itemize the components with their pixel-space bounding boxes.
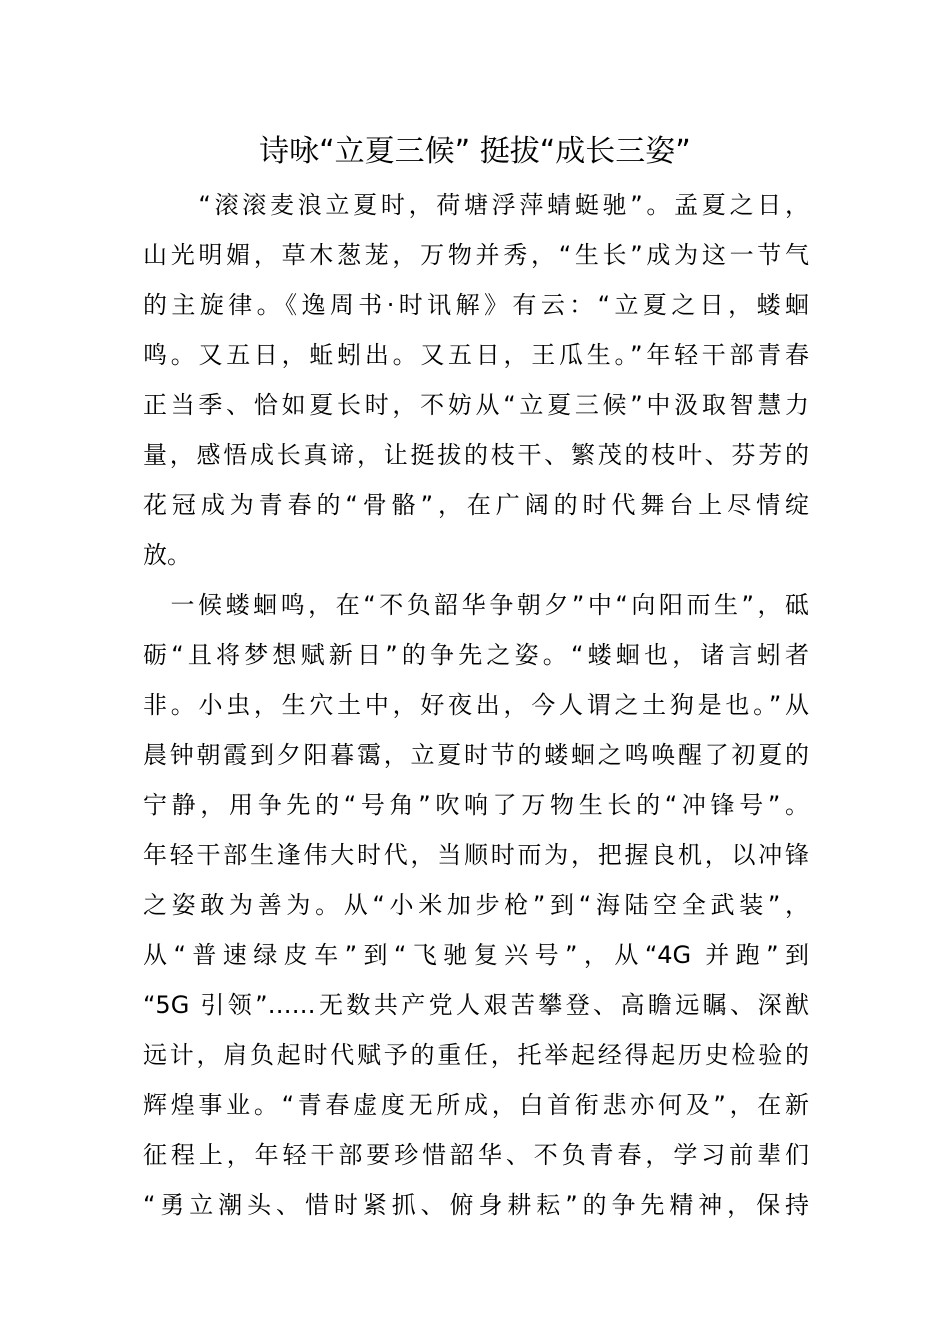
paragraph-line: 鸣。又五日，蚯蚓出。又五日，王瓜生。”年轻干部青春 xyxy=(143,341,809,369)
paragraph-line: 年轻干部生逢伟大时代，当顺时而为，把握良机，以冲锋 xyxy=(143,841,809,869)
paragraph-line: 晨钟朝霞到夕阳暮霭，立夏时节的蝼蛔之鸣唤醒了初夏的 xyxy=(143,741,809,769)
paragraph-line: 宁静，用争先的“号角”吹响了万物生长的“冲锋号”。 xyxy=(143,791,809,819)
paragraph-line: 非。小虫，生穴土中，好夜出，今人谓之土狗是也。”从 xyxy=(143,691,809,719)
paragraph-line: 远计，肩负起时代赋予的重任，托举起经得起历史检验的 xyxy=(143,1041,809,1069)
paragraph-line: “5G 引领”……无数共产党人艰苦攀登、高瞻远瞩、深猷 xyxy=(143,991,809,1019)
paragraph-line: 放。 xyxy=(143,541,191,569)
paragraph-line: 山光明媚，草木葱茏，万物并秀，“生长”成为这一节气 xyxy=(143,241,809,269)
paragraph-line: 征程上，年轻干部要珍惜韶华、不负青春，学习前辈们 xyxy=(143,1141,809,1169)
paragraph-line: 之姿敢为善为。从“小米加步枪”到“海陆空全武装”， xyxy=(143,891,809,919)
paragraph-line: “勇立潮头、惜时紧抓、俯身耕耘”的争先精神，保持 xyxy=(143,1191,809,1219)
paragraph-line: 正当季、恰如夏长时，不妨从“立夏三候”中汲取智慧力 xyxy=(143,391,809,419)
paragraph-line: 花冠成为青春的“骨骼”，在广阔的时代舞台上尽情绽 xyxy=(143,491,809,519)
article-title: 诗咏“立夏三候” 挺拔“成长三姿” xyxy=(259,134,691,169)
article-body xyxy=(143,180,809,1230)
paragraph-line: 的主旋律。《逸周书·时讯解》有云：“立夏之日，蝼蛔 xyxy=(143,291,809,319)
paragraph-line: 一候蝼蛔鸣，在“不负韶华争朝夕”中“向阳而生”，砥 xyxy=(143,591,809,619)
paragraph-line: 砺“且将梦想赋新日”的争先之姿。“蝼蛔也，诸言蚓者 xyxy=(143,641,809,669)
paragraph-line: 量，感悟成长真谛，让挺拔的枝干、繁茂的枝叶、芬芳的 xyxy=(143,441,809,469)
paragraph-line: 辉煌事业。“青春虚度无所成，白首衔悲亦何及”，在新 xyxy=(143,1091,809,1119)
paragraph-line: 从“普速绿皮车”到“飞驰复兴号”，从“4G 并跑”到 xyxy=(143,941,809,969)
paragraph-line: “滚滚麦浪立夏时，荷塘浮萍蜻蜓驰”。孟夏之日， xyxy=(143,191,809,219)
